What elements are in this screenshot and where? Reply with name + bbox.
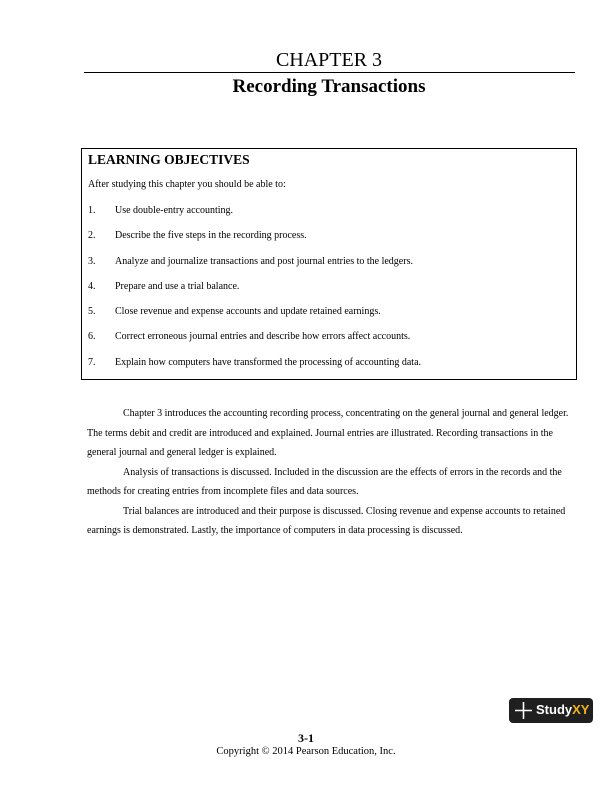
objective-text: Explain how computers have transformed the processing of accounting data. bbox=[115, 356, 422, 368]
chapter-overview bbox=[87, 404, 577, 541]
objective-number: 4. bbox=[88, 280, 96, 292]
objective-text: Describe the five steps in the recording process. bbox=[115, 230, 307, 242]
watermark-text bbox=[536, 702, 589, 718]
copyright-notice: Copyright © 2014 Pearson Education, Inc. bbox=[216, 746, 396, 757]
objective-number: 6. bbox=[88, 331, 96, 343]
objective-text: Use double-entry accounting. bbox=[115, 205, 234, 216]
objective-text: Close revenue and expense accounts and update retained earnings. bbox=[115, 306, 381, 318]
watermark-text-study: Study bbox=[536, 702, 573, 717]
objective-number: 2. bbox=[88, 230, 96, 242]
objective-number: 7. bbox=[88, 356, 96, 368]
objective-text: Prepare and use a trial balance. bbox=[115, 280, 240, 292]
objective-number: 5. bbox=[88, 306, 96, 318]
objective-number: 3. bbox=[88, 255, 96, 267]
plus-icon bbox=[514, 701, 533, 720]
objective-text: Correct erroneous journal entries and describe how errors affect accounts. bbox=[115, 331, 411, 343]
overview-paragraph: Chapter 3 introduces the accounting recording process, concentrating on the general journal and general ledger. The terms debit and credit are introduced and explained. Journal entries are illustrated. Recording transactions in the general journal and general ledger is explained. bbox=[87, 408, 569, 458]
learning-objectives-heading: LEARNING OBJECTIVES bbox=[88, 152, 250, 167]
objective-text: Analyze and journalize transactions and post journal entries to the ledgers. bbox=[115, 255, 413, 267]
objective-number: 1. bbox=[88, 205, 96, 216]
learning-objectives-intro: After studying this chapter you should be able to: bbox=[88, 179, 286, 190]
studyxy-watermark bbox=[509, 698, 593, 723]
page-number: 3-1 bbox=[298, 731, 314, 745]
watermark-text-xy: XY bbox=[572, 702, 590, 717]
chapter-title: Recording Transactions bbox=[232, 76, 426, 97]
learning-objectives-box bbox=[81, 148, 577, 380]
overview-paragraph: Trial balances are introduced and their purpose is discussed. Closing revenue and expense accounts to retained earnings is demonstrated. Lastly, the importance of computers in data processing is discussed. bbox=[87, 505, 566, 536]
title-rule bbox=[84, 72, 575, 73]
overview-paragraph: Analysis of transactions is discussed. Included in the discussion are the effects of errors in the records and the methods for creating entries from incomplete files and data sources. bbox=[87, 466, 562, 497]
chapter-label: CHAPTER 3 bbox=[275, 49, 383, 71]
